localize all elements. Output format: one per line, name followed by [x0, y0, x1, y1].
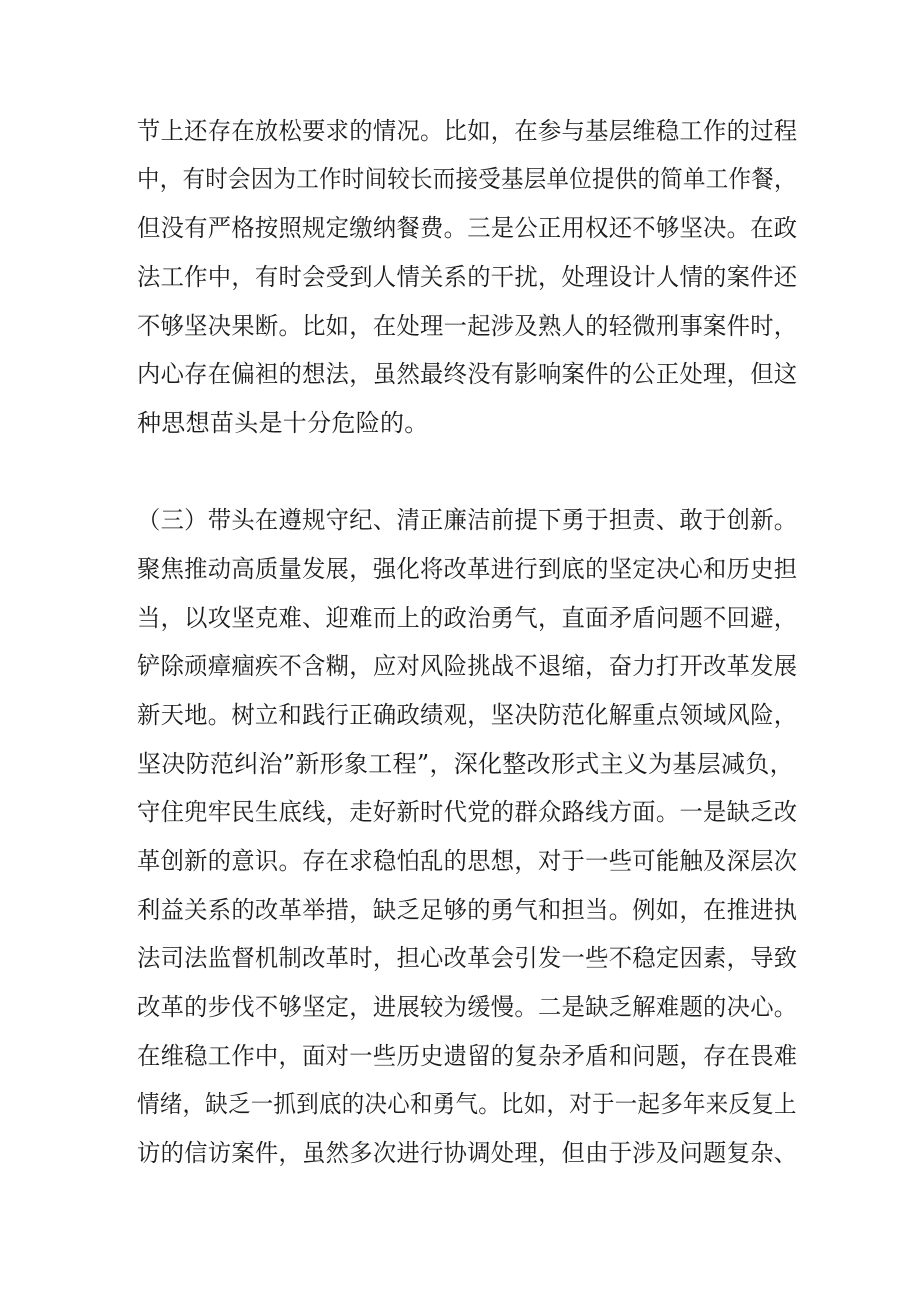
text-line: 访的信访案件，虽然多次进行协调处理，但由于涉及问题复杂、 — [137, 1139, 798, 1167]
text-line: 中，有时会因为工作时间较长而接受基层单位提供的简单工作餐， — [137, 165, 797, 193]
section-heading-line: （三）带头在遵规守纪、清正廉洁前提下勇于担责、敢于创新。 — [137, 506, 798, 534]
text-line: 利益关系的改革举措，缺乏足够的勇气和担当。例如，在推进执 — [137, 896, 798, 924]
text-line: 当，以攻坚克难、迎难而上的政治勇气，直面矛盾问题不回避， — [137, 604, 798, 632]
text-line: 改革的步伐不够坚定，进展较为缓慢。二是缺乏解难题的决心。 — [137, 993, 798, 1021]
text-line: 聚焦推动高质量发展，强化将改革进行到底的坚定决心和历史担 — [137, 555, 798, 583]
text-line: 法工作中，有时会受到人情关系的干扰，处理设计人情的案件还 — [137, 263, 798, 291]
text-line: 新天地。树立和践行正确政绩观，坚决防范化解重点领域风险， — [137, 701, 798, 729]
text-line: 在维稳工作中，面对一些历史遗留的复杂矛盾和问题，存在畏难 — [137, 1042, 798, 1070]
text-line: 内心存在偏袒的想法，虽然最终没有影响案件的公正处理，但这 — [137, 360, 798, 388]
text-line: 不够坚决果断。比如，在处理一起涉及熟人的轻微刑事案件时， — [137, 312, 798, 340]
text-line: 但没有严格按照规定缴纳餐费。三是公正用权还不够坚决。在政 — [137, 214, 798, 242]
text-line: 情绪，缺乏一抓到底的决心和勇气。比如，对于一起多年来反复上 — [137, 1090, 797, 1118]
text-line: 种思想苗头是十分危险的。 — [137, 409, 429, 437]
text-line: 守住兜牢民生底线，走好新时代党的群众路线方面。一是缺乏改 — [137, 798, 798, 826]
text-line: 铲除顽瘴痼疾不含糊，应对风险挑战不退缩，奋力打开改革发展 — [137, 652, 798, 680]
text-line: 节上还存在放松要求的情况。比如，在参与基层维稳工作的过程 — [137, 117, 798, 145]
text-line: 法司法监督机制改革时，担心改革会引发一些不稳定因素，导致 — [137, 944, 798, 972]
text-line: 坚决防范纠治”新形象工程”，深化整改形式主义为基层减负， — [137, 750, 794, 778]
text-line: 革创新的意识。存在求稳怕乱的思想，对于一些可能触及深层次 — [137, 847, 798, 875]
